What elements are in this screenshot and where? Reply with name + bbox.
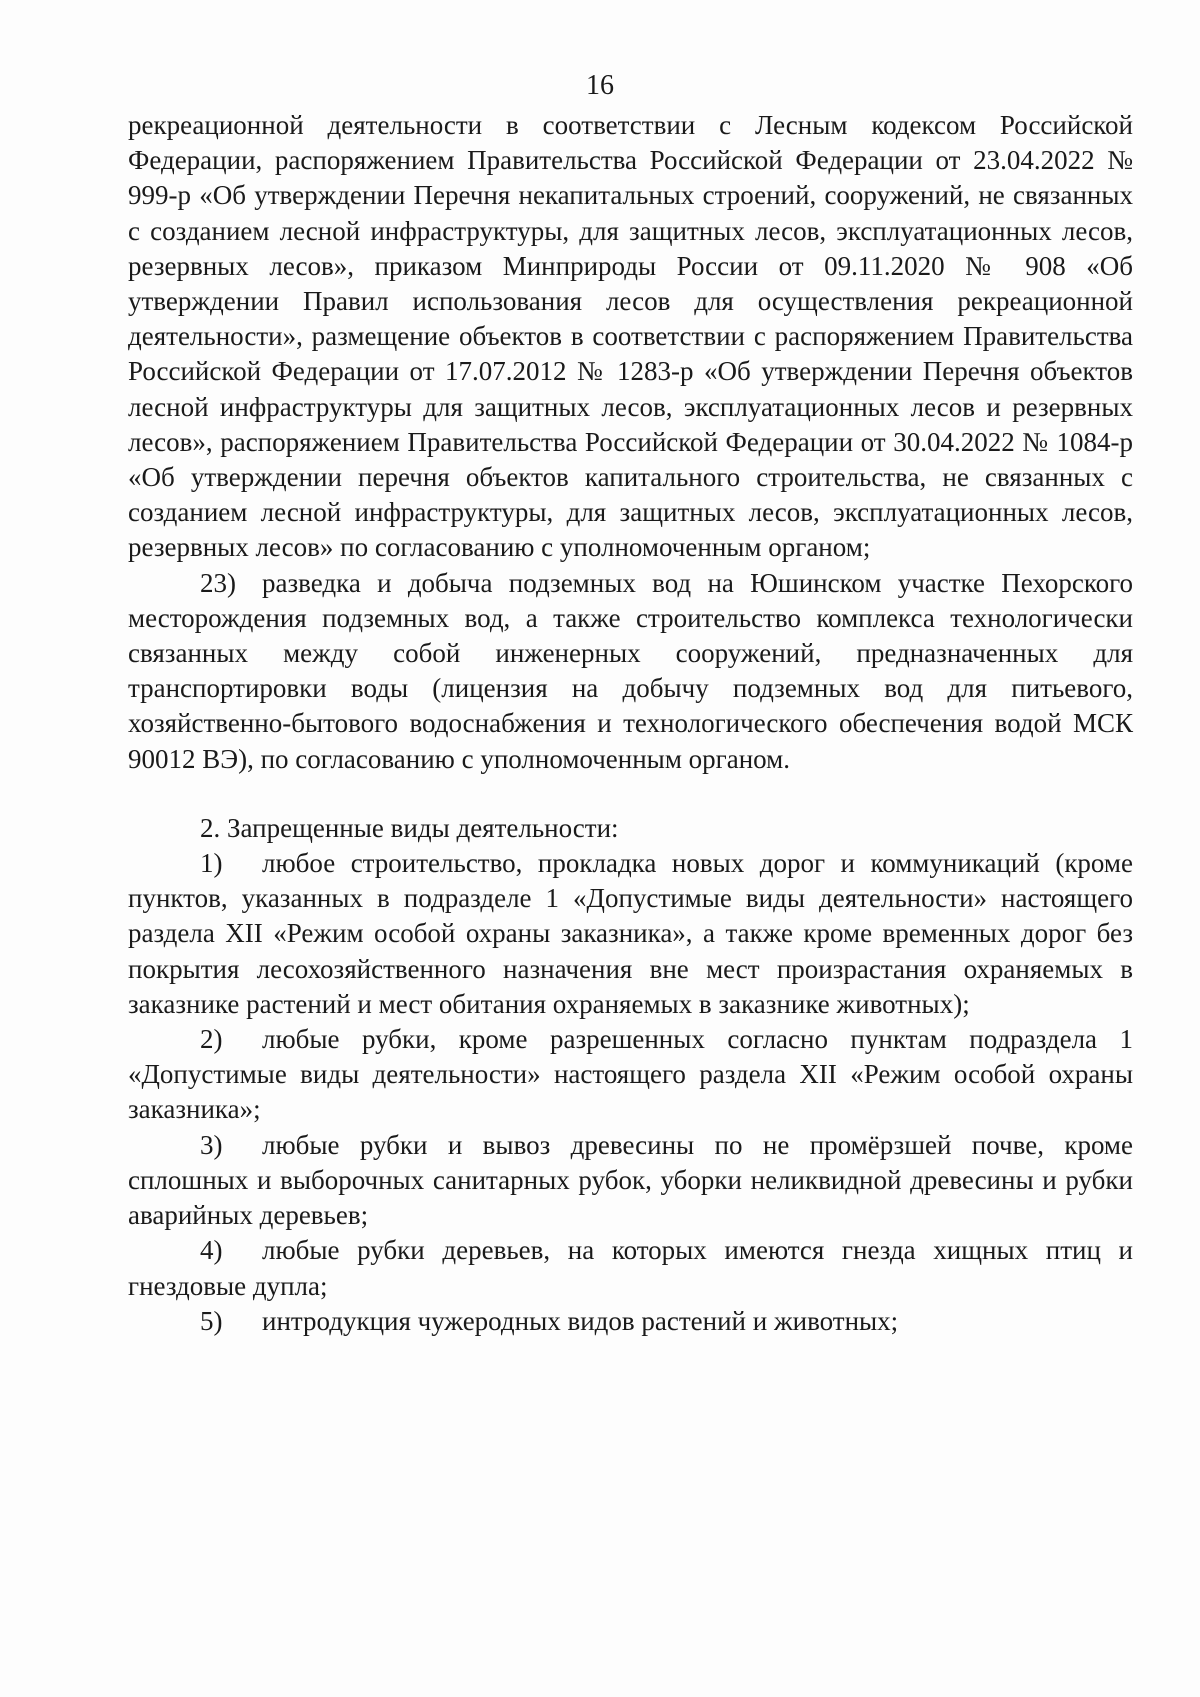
list-item-23: [128, 566, 1133, 777]
list-item-number: 5): [200, 1305, 223, 1336]
document-body: [128, 108, 1133, 1339]
list-item: [128, 846, 1133, 1022]
list-item-number: 2): [200, 1024, 223, 1055]
list-item-text: любые рубки, кроме разрешенных согласно пунктам подраздела 1 «Допустимые виды деятельности» настоящего раздела XII «Режим особой охраны заказника»;: [128, 1024, 1133, 1125]
list-item-number: 23): [200, 567, 236, 598]
list-item: [128, 1128, 1133, 1234]
list-item-number: 3): [200, 1129, 223, 1160]
list-item-text: интродукция чужеродных видов растений и животных;: [262, 1305, 899, 1336]
list-item: [128, 1233, 1133, 1303]
list-item-number: 1): [200, 848, 223, 879]
list-item-number: 4): [200, 1235, 223, 1266]
list-item-text: любые рубки деревьев, на которых имеются гнезда хищных птиц и гнездовые дупла;: [128, 1235, 1133, 1301]
list-item: [128, 1022, 1133, 1128]
list-item-text: любые рубки и вывоз древесины по не промёрзшей почве, кроме сплошных и выборочных санитарных рубок, уборки неликвидной древесины и рубки аварийных деревьев;: [128, 1129, 1133, 1231]
list-item-text: разведка и добыча подземных вод на Юшинском участке Пехорского месторождения подземных вод, а также строительство комплекса технологически связанных между собой инженерных сооружений, предназначенных для транспортировки воды (лицензия на добычу подземных вод для питьевого, хозяйственно-бытового водоснабжения и технологического обеспечения водой МСК 90012 ВЭ), по согласованию с уполномоченным органом.: [128, 567, 1133, 774]
list-item-text: любое строительство, прокладка новых дорог и коммуникаций (кроме пунктов, указанных в подразделе 1 «Допустимые виды деятельности» настоящего раздела XII «Режим особой охраны заказника», а также кроме временных дорог без покрытия лесохозяйственного назначения вне мест произрастания охраняемых в заказнике растений и мест обитания охраняемых в заказнике животных);: [128, 848, 1133, 1019]
page-number: 16: [586, 70, 614, 101]
section-heading: 2. Запрещенные виды деятельности:: [200, 812, 619, 843]
paragraph-continuation: рекреационной деятельности в соответствии с Лесным кодексом Российской Федерации, распоряжением Правительства Российской Федерации от 23.04.2022 № 999-р «Об утверждении Перечня некапитальных строений, сооружений, не связанных с созданием лесной инфраструктуры, для защитных лесов, эксплуатационных лесов, резервных лесов», приказом Минприроды России от 09.11.2020 № 908 «Об утверждении Правил использования лесов для осуществления рекреационной деятельности», размещение объектов в соответствии с распоряжением Правительства Российской Федерации от 17.07.2012 № 1283-р «Об утверждении Перечня объектов лесной инфраструктуры для защитных лесов, эксплуатационных лесов и резервных лесов», распоряжением Правительства Российской Федерации от 30.04.2022 № 1084-р «Об утверждении перечня объектов капитального строительства, не связанных с созданием лесной инфраструктуры, для защитных лесов, эксплуатационных лесов, резервных лесов» по согласованию с уполномоченным органом;: [128, 110, 1133, 563]
paragraph-spacer: [128, 777, 1133, 811]
list-item: [128, 1304, 1133, 1339]
